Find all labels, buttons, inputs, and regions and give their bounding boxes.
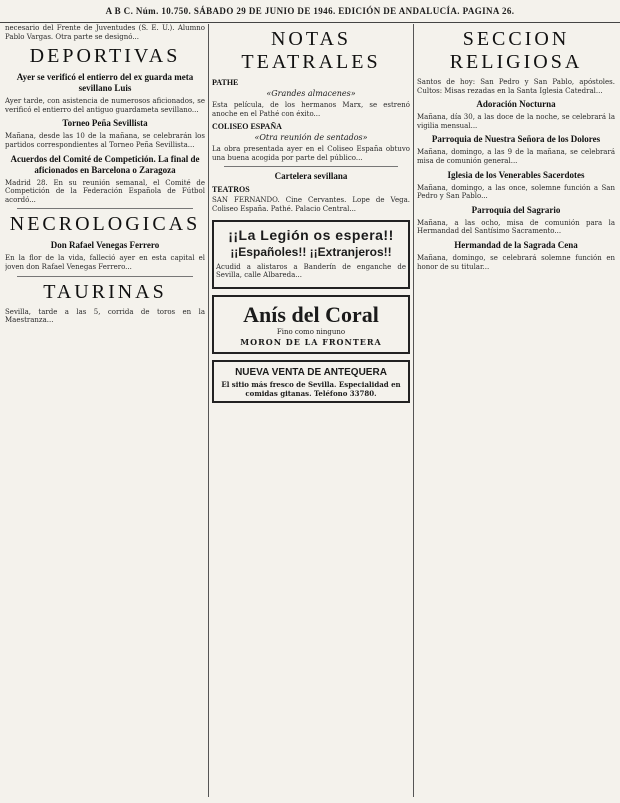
body-text: En la flor de la vida, falleció ayer en esta capital el joven don Rafael Venegas Ferrero... bbox=[5, 254, 205, 271]
column-middle bbox=[212, 24, 410, 797]
ad-anis-title: Anís del Coral bbox=[243, 301, 379, 327]
ad-anis bbox=[212, 295, 410, 354]
ad-legion bbox=[212, 220, 410, 289]
ad-anis-city: MORON DE LA FRONTERA bbox=[240, 336, 382, 347]
divider bbox=[17, 276, 193, 277]
section-heading-taurinas: TAURINAS bbox=[43, 280, 167, 303]
italic-title: «Otra reunión de sentados» bbox=[254, 133, 368, 143]
divider bbox=[224, 166, 398, 167]
body-text: Mañana, domingo, a las 9 de la mañana, se celebrará misa de comunión general... bbox=[417, 148, 615, 165]
body-text: Ayer tarde, con asistencia de numerosos aficionados, se verificó el entierro del antiguo guardameta sevillano... bbox=[5, 97, 205, 114]
section-heading-notas: NOTAS TEATRALES bbox=[241, 28, 381, 73]
section-heading-religiosa: SECCION RELIGIOSA bbox=[449, 28, 583, 73]
headline-sagrario: Parroquia del Sagrario bbox=[471, 204, 561, 215]
body-text: necesario del Frente de Juventudes (S. E. U.). Alumno Pablo Vargas. Otra parte se designó... bbox=[5, 24, 205, 41]
divider bbox=[17, 208, 193, 209]
body-text: Mañana, domingo, a las once, solemne función a San Pedro y San Pablo... bbox=[417, 183, 615, 201]
ad-venta bbox=[212, 360, 410, 403]
headline-cartelera: Cartelera sevillana bbox=[274, 171, 348, 182]
ad-legion-title: ¡¡La Legión os espera!! bbox=[228, 226, 394, 243]
column-rule bbox=[413, 24, 414, 797]
ad-venta-title: NUEVA VENTA DE ANTEQUERA bbox=[235, 366, 387, 378]
column-right bbox=[417, 24, 615, 797]
section-heading-necrologicas: NECROLOGICAS bbox=[9, 213, 201, 236]
subhead-pathe: PATHE bbox=[212, 78, 239, 87]
column-rule bbox=[208, 24, 209, 797]
body-text: Mañana, desde las 10 de la mañana, se celebrarán los partidos correspondientes al Torneo Peña Sevillista... bbox=[5, 132, 205, 149]
subhead-coliseo: COLISEO ESPAÑA bbox=[212, 122, 282, 132]
body-text: Mañana, a las ocho, misa de comunión para la Hermandad del Santísimo Sacramento... bbox=[417, 218, 615, 236]
column-left bbox=[5, 24, 205, 797]
headline-don-rafael: Don Rafael Venegas Ferrero bbox=[50, 240, 160, 251]
headline-hermandad: Hermandad de la Sagrada Cena bbox=[454, 239, 578, 250]
body-text: Esta película, de los hermanos Marx, se estrenó anoche en el Pathé con éxito... bbox=[212, 101, 410, 118]
headline-adoracion: Adoración Nocturna bbox=[476, 99, 556, 110]
ad-legion-subtitle: ¡¡Españoles!! ¡¡Extranjeros!! bbox=[230, 244, 392, 259]
section-heading-deportivas: DEPORTIVAS bbox=[29, 45, 181, 68]
body-text: Mañana, día 30, a las doce de la noche, se celebrará la vigilia mensual... bbox=[417, 113, 615, 130]
ad-venta-text: El sitio más fresco de Sevilla. Especialidad en comidas gitanas. Teléfono 33780. bbox=[221, 379, 401, 398]
body-text: Madrid 28. En su reunión semanal, el Comité de Competición de la Federación Española de Fútbol acordó... bbox=[5, 178, 205, 204]
ad-legion-text: Acudid a alistaros a Banderín de enganche de Sevilla, calle Albareda... bbox=[216, 262, 406, 280]
headline-iglesia: Iglesia de los Venerables Sacerdotes bbox=[447, 169, 585, 180]
body-text: SAN FERNANDO. Cine Cervantes. Lope de Vega. Coliseo España. Pathé. Palacio Central... bbox=[212, 196, 410, 213]
headline-acuerdos: Acuerdos del Comité de Competición. La final de aficionados en Barcelona o Zaragoza bbox=[10, 153, 200, 175]
body-text: Sevilla, tarde a las 5, corrida de toros en la Maestranza... bbox=[5, 307, 205, 325]
ad-anis-tagline: Fino como ninguno bbox=[276, 327, 346, 336]
body-text: La obra presentada ayer en el Coliseo España obtuvo una buena acogida por parte del público... bbox=[212, 145, 410, 162]
headline-pena: Torneo Peña Sevillista bbox=[62, 118, 148, 129]
body-text: Santos de hoy: San Pedro y San Pablo, apóstoles. Cultos: Misas rezadas en la Santa Iglesia Catedral... bbox=[417, 78, 615, 95]
body-text: Mañana, domingo, se celebrará solemne función en honor de su titular... bbox=[417, 253, 615, 271]
italic-title: «Grandes almacenes» bbox=[266, 89, 356, 98]
masthead: A B C. Núm. 10.750. SÁBADO 29 DE JUNIO DE 1946. EDICIÓN DE ANDALUCÍA. PAGINA 26. bbox=[0, 0, 620, 23]
headline-entierro: Ayer se verificó el entierro del ex guarda meta sevillano Luis bbox=[16, 72, 194, 94]
headline-parroquia-dolores: Parroquia de Nuestra Señora de los Dolores bbox=[431, 134, 601, 145]
subhead-teatros: TEATROS bbox=[212, 185, 250, 195]
